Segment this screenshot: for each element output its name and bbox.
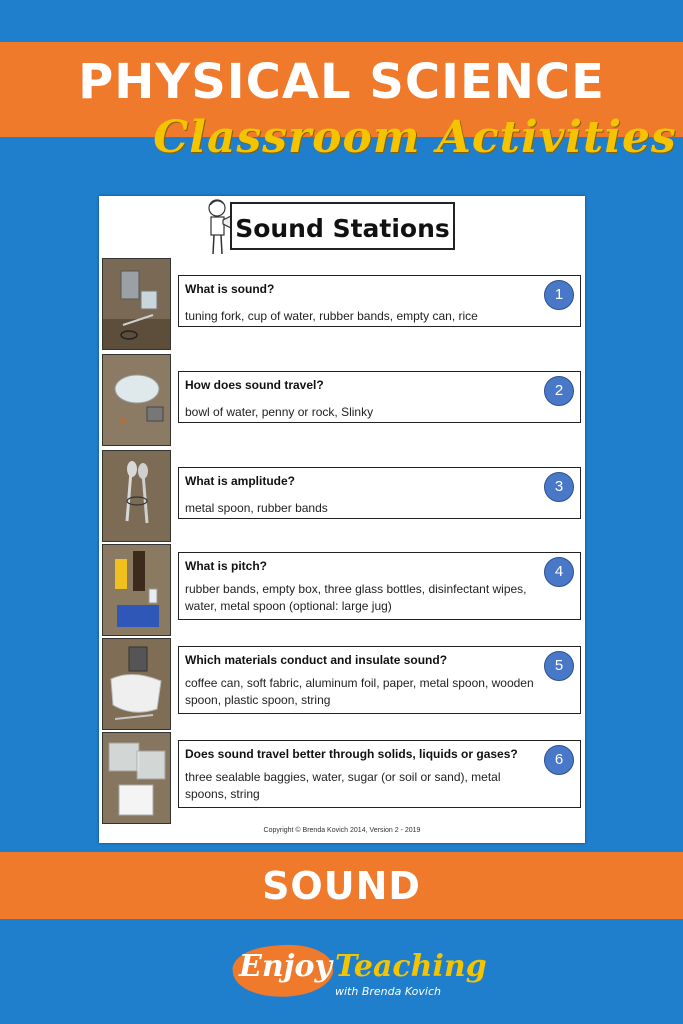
- station-question: Which materials conduct and insulate sound?: [185, 653, 448, 667]
- station-card-1: [178, 275, 581, 327]
- page-subtitle: Classroom Activities: [153, 112, 677, 163]
- station-materials: coffee can, soft fabric, aluminum foil, paper, metal spoon, wooden spoon, plastic spoon, string: [185, 676, 534, 707]
- logo-word-enjoy: Enjoy: [239, 949, 332, 984]
- station-number-badge: 6: [544, 745, 574, 775]
- station-number-badge: 3: [544, 472, 574, 502]
- station-question: Does sound travel better through solids, liquids or gases?: [185, 747, 518, 761]
- station-materials: tuning fork, cup of water, rubber bands, empty can, rice: [185, 309, 478, 323]
- station-card-6: [178, 740, 581, 808]
- station-photo-2: [102, 354, 171, 446]
- logo-word-teaching: Teaching: [335, 949, 487, 984]
- station-photo-6: [102, 732, 171, 824]
- station-photo-4: [102, 544, 171, 636]
- sheet-title: Sound Stations: [235, 214, 450, 243]
- station-photo-1: [102, 258, 171, 350]
- station-2: [102, 354, 582, 446]
- station-number-badge: 2: [544, 376, 574, 406]
- station-materials: three sealable baggies, water, sugar (or soil or sand), metal spoons, string: [185, 770, 501, 801]
- station-question: How does sound travel?: [185, 378, 324, 392]
- worksheet: [99, 196, 585, 843]
- station-materials: bowl of water, penny or rock, Slinky: [185, 405, 374, 419]
- station-card-3: [178, 467, 581, 519]
- station-photo-5: [102, 638, 171, 730]
- page-title: PHYSICAL SCIENCE: [78, 54, 605, 110]
- station-question: What is amplitude?: [185, 474, 296, 488]
- station-6: [102, 732, 582, 824]
- station-photo-3: [102, 450, 171, 542]
- station-materials: metal spoon, rubber bands: [185, 501, 328, 515]
- logo-tagline: with Brenda Kovich: [335, 985, 441, 998]
- enjoy-teaching-logo: [225, 935, 487, 1007]
- station-card-2: [178, 371, 581, 423]
- station-number-badge: 4: [544, 557, 574, 587]
- sheet-title-box: [230, 202, 455, 250]
- station-materials: rubber bands, empty box, three glass bottles, disinfectant wipes, water, metal spoon (optional: large jug): [185, 582, 527, 613]
- station-card-4: [178, 552, 581, 620]
- topic-label: SOUND: [262, 864, 421, 908]
- station-5: [102, 638, 582, 730]
- station-4: [102, 544, 582, 636]
- station-1: [102, 258, 582, 350]
- station-number-badge: 5: [544, 651, 574, 681]
- station-card-5: [178, 646, 581, 714]
- station-number-badge: 1: [544, 280, 574, 310]
- station-3: [102, 450, 582, 542]
- bottom-banner: [0, 852, 683, 919]
- station-question: What is pitch?: [185, 559, 267, 573]
- copyright-notice: Copyright © Brenda Kovich 2014, Version 2 - 2019: [263, 827, 421, 834]
- station-question: What is sound?: [185, 282, 275, 296]
